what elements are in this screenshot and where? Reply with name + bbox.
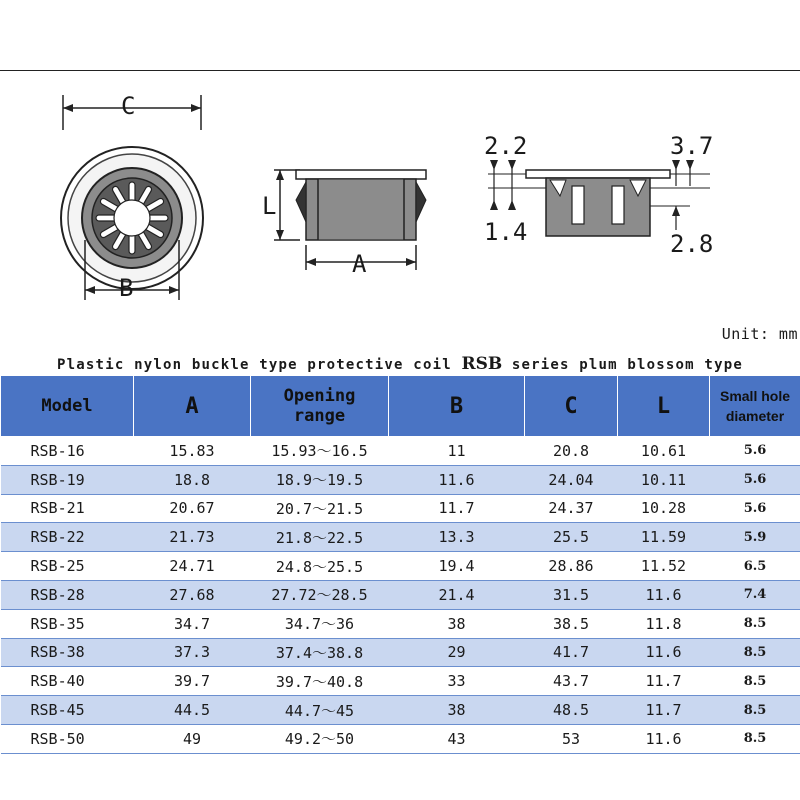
cell-l: 11.6: [618, 580, 710, 609]
cell-l: 11.59: [618, 523, 710, 552]
cell-b: 29: [389, 638, 525, 667]
cell-l: 10.11: [618, 465, 710, 494]
cell-hole: 5.6: [710, 437, 800, 466]
top-view-drawing: [55, 90, 235, 320]
cell-hole: 8.5: [710, 609, 800, 638]
cell-c: 48.5: [525, 696, 618, 725]
dim-label-3-7: 3.7: [670, 132, 714, 160]
cell-c: 20.8: [525, 437, 618, 466]
section-view-drawing: [480, 130, 720, 260]
cell-range: 39.7～40.8: [251, 667, 389, 696]
cell-a: 15.83: [134, 437, 251, 466]
side-view-drawing: [260, 160, 435, 285]
cell-a: 44.5: [134, 696, 251, 725]
dim-label-b: B: [119, 274, 134, 302]
cell-hole: 8.5: [710, 696, 800, 725]
cell-c: 41.7: [525, 638, 618, 667]
cell-range: 20.7～21.5: [251, 494, 389, 523]
dim-label-a: A: [352, 250, 367, 278]
cell-c: 53: [525, 724, 618, 753]
table-row: [1, 580, 800, 609]
cell-a: 49: [134, 724, 251, 753]
cell-range: 49.2～50: [251, 724, 389, 753]
cell-model: RSB-38: [1, 638, 134, 667]
title-suffix: series plum blossom type: [502, 357, 743, 373]
cell-model: RSB-16: [1, 437, 134, 466]
cell-l: 11.7: [618, 667, 710, 696]
cell-l: 11.6: [618, 724, 710, 753]
title-prefix: Plastic nylon buckle type protective coil: [57, 357, 462, 373]
cell-b: 11.7: [389, 494, 525, 523]
dim-label-1-4: 1.4: [484, 218, 528, 246]
cell-range: 44.7～45: [251, 696, 389, 725]
cell-model: RSB-25: [1, 552, 134, 581]
table-row: [1, 696, 800, 725]
cell-a: 27.68: [134, 580, 251, 609]
cell-l: 10.28: [618, 494, 710, 523]
cell-a: 20.67: [134, 494, 251, 523]
cell-model: RSB-21: [1, 494, 134, 523]
header-a: A: [134, 376, 251, 437]
table-row: [1, 638, 800, 667]
cell-c: 24.37: [525, 494, 618, 523]
table-row: [1, 523, 800, 552]
cell-model: RSB-45: [1, 696, 134, 725]
cell-a: 24.71: [134, 552, 251, 581]
cell-l: 11.7: [618, 696, 710, 725]
cell-range: 27.72～28.5: [251, 580, 389, 609]
cell-b: 38: [389, 609, 525, 638]
dim-label-c: C: [121, 92, 136, 120]
cell-c: 43.7: [525, 667, 618, 696]
table-title: [0, 354, 800, 374]
cell-b: 38: [389, 696, 525, 725]
table-row: [1, 552, 800, 581]
spec-table: [0, 375, 800, 754]
cell-hole: 8.5: [710, 638, 800, 667]
cell-hole: 5.9: [710, 523, 800, 552]
cell-model: RSB-19: [1, 465, 134, 494]
cell-b: 21.4: [389, 580, 525, 609]
header-opening-range: Opening range: [251, 376, 389, 437]
dim-label-l: L: [262, 192, 277, 220]
cell-l: 11.6: [618, 638, 710, 667]
cell-a: 34.7: [134, 609, 251, 638]
cell-range: 21.8～22.5: [251, 523, 389, 552]
cell-model: RSB-22: [1, 523, 134, 552]
table-row: [1, 494, 800, 523]
cell-c: 24.04: [525, 465, 618, 494]
table-row: [1, 667, 800, 696]
cell-c: 38.5: [525, 609, 618, 638]
cell-model: RSB-28: [1, 580, 134, 609]
technical-drawings: [0, 0, 800, 345]
cell-b: 11: [389, 437, 525, 466]
table-row: [1, 465, 800, 494]
cell-b: 33: [389, 667, 525, 696]
cell-l: 11.8: [618, 609, 710, 638]
cell-model: RSB-50: [1, 724, 134, 753]
cell-range: 37.4～38.8: [251, 638, 389, 667]
cell-range: 34.7～36: [251, 609, 389, 638]
table-row: [1, 724, 800, 753]
cell-model: RSB-40: [1, 667, 134, 696]
unit-label: Unit: mm: [721, 325, 798, 343]
table-header-row: [1, 376, 800, 437]
header-c: C: [525, 376, 618, 437]
cell-l: 10.61: [618, 437, 710, 466]
title-series: RSB: [461, 354, 503, 374]
cell-hole: 8.5: [710, 724, 800, 753]
header-small-hole-diameter: Small hole diameter: [710, 376, 800, 437]
cell-model: RSB-35: [1, 609, 134, 638]
dim-label-2-8: 2.8: [670, 230, 714, 258]
cell-hole: 8.5: [710, 667, 800, 696]
cell-a: 21.73: [134, 523, 251, 552]
cell-c: 31.5: [525, 580, 618, 609]
cell-range: 18.9～19.5: [251, 465, 389, 494]
cell-a: 18.8: [134, 465, 251, 494]
cell-range: 15.93～16.5: [251, 437, 389, 466]
cell-b: 43: [389, 724, 525, 753]
header-b: B: [389, 376, 525, 437]
cell-b: 13.3: [389, 523, 525, 552]
cell-l: 11.52: [618, 552, 710, 581]
cell-a: 37.3: [134, 638, 251, 667]
cell-a: 39.7: [134, 667, 251, 696]
table-row: [1, 609, 800, 638]
cell-b: 11.6: [389, 465, 525, 494]
cell-b: 19.4: [389, 552, 525, 581]
cell-hole: 5.6: [710, 465, 800, 494]
cell-hole: 7.4: [710, 580, 800, 609]
header-model: Model: [1, 376, 134, 437]
table-row: [1, 437, 800, 466]
cell-range: 24.8～25.5: [251, 552, 389, 581]
header-l: L: [618, 376, 710, 437]
cell-hole: 6.5: [710, 552, 800, 581]
cell-c: 25.5: [525, 523, 618, 552]
cell-c: 28.86: [525, 552, 618, 581]
cell-hole: 5.6: [710, 494, 800, 523]
dim-label-2-2: 2.2: [484, 132, 528, 160]
